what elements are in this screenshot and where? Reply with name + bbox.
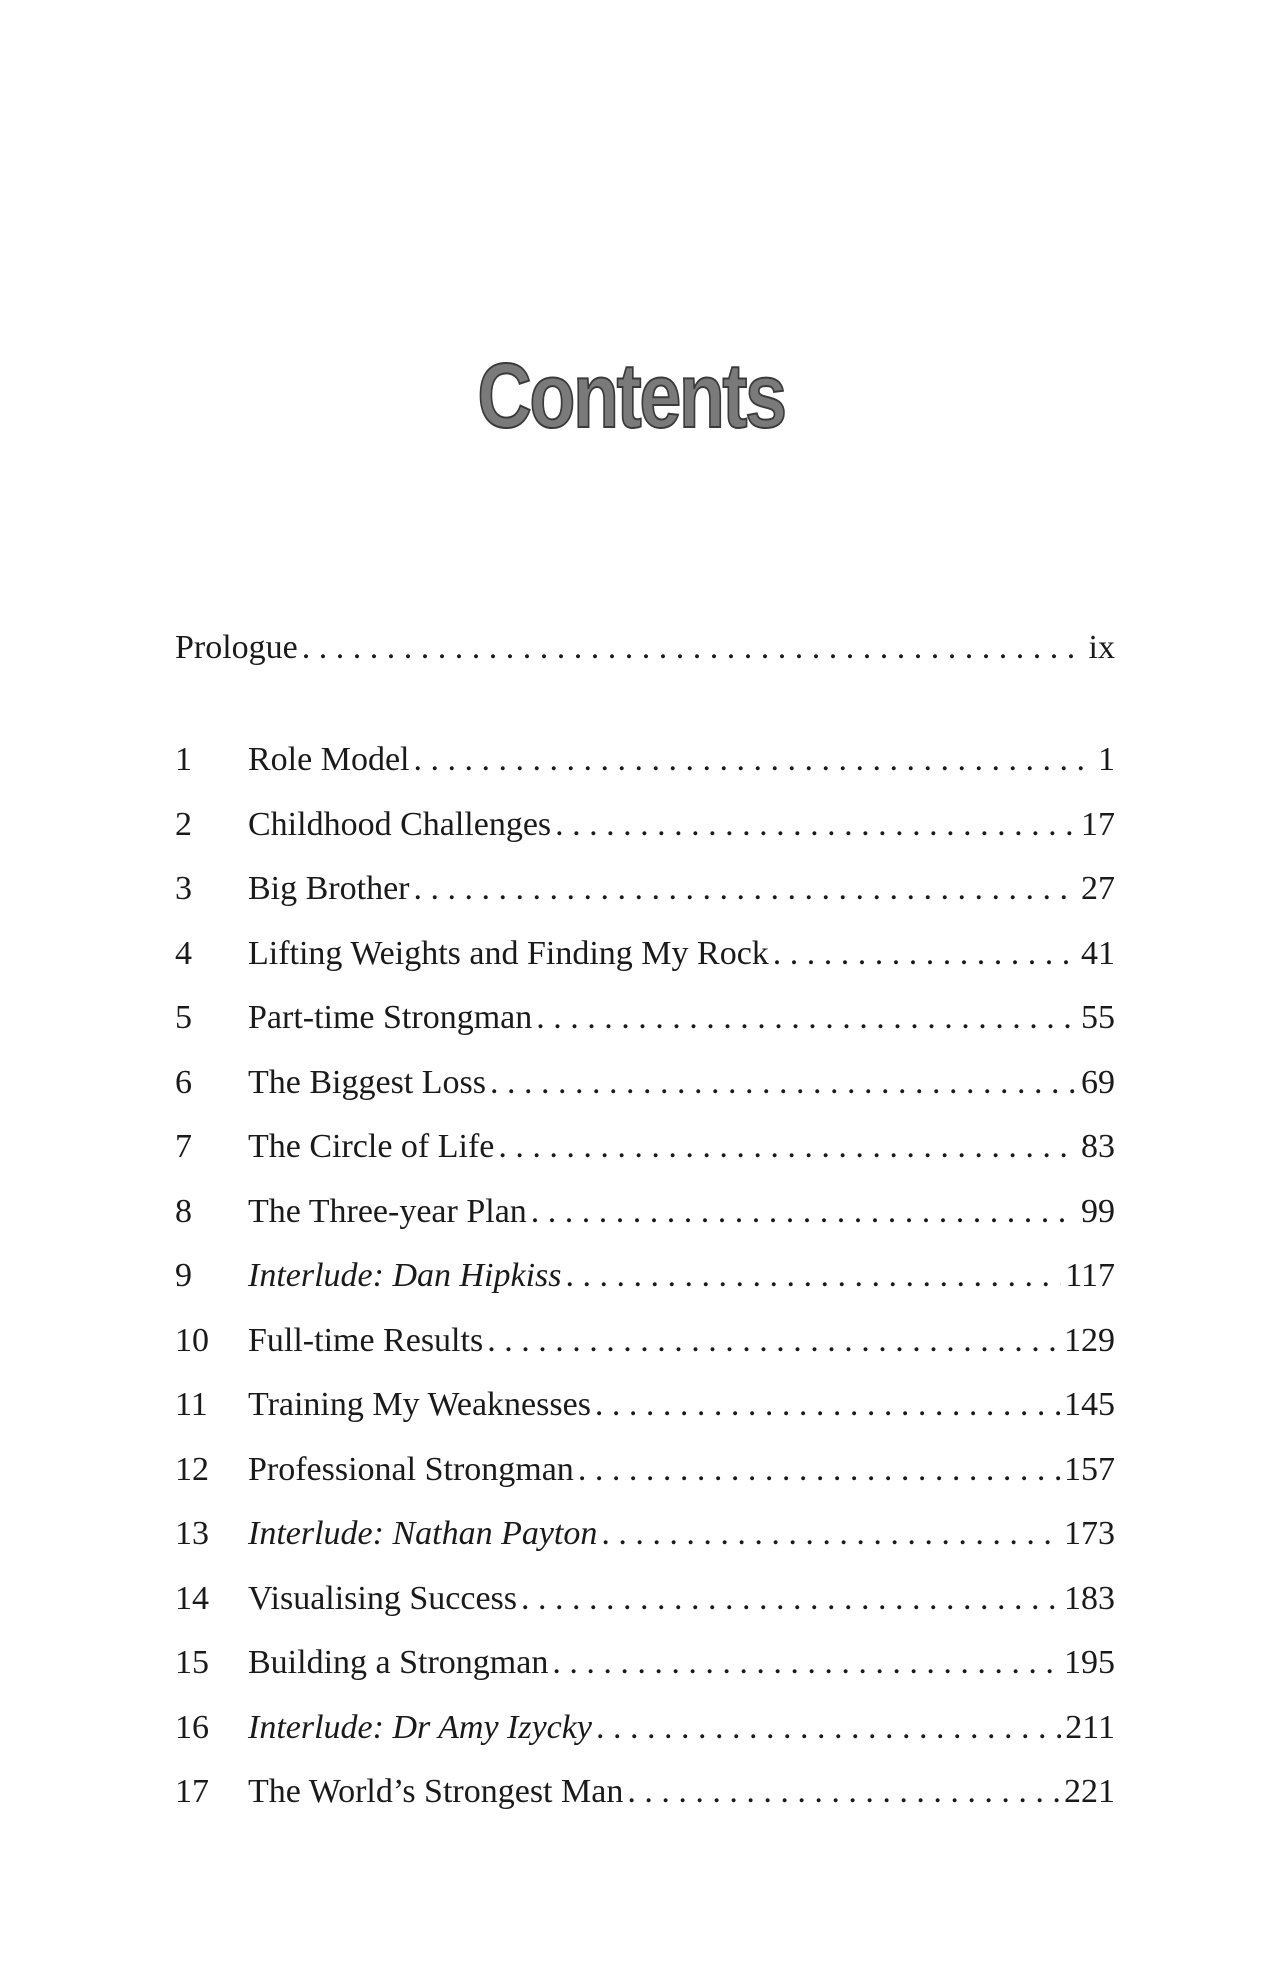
page-title: Contents [477,345,785,447]
toc-page-number: ix [1088,629,1115,666]
toc-page-number: 1 [1098,741,1115,778]
toc-page-number: 117 [1065,1257,1115,1294]
chapter-number: 17 [175,1773,209,1810]
chapter-number: 14 [175,1579,209,1617]
leader-dots [531,1192,1077,1232]
leader-dots [536,998,1077,1038]
leader-dots [521,1579,1060,1619]
leader-dots [487,1321,1060,1361]
leader-dots [555,805,1077,845]
chapter-number: 10 [175,1321,209,1359]
chapter-title: Lifting Weights and Finding My Rock [248,934,769,972]
chapter-title: Full-time Results [248,1321,484,1359]
toc-entry [175,998,1115,1063]
chapter-number: 9 [175,1257,192,1294]
toc-entry [175,1192,1115,1257]
toc-page-number: 173 [1064,1515,1115,1552]
leader-dots [498,1127,1077,1167]
chapter-number: 2 [175,805,192,843]
chapter-title: Training My Weaknesses [248,1386,591,1423]
toc-entry [175,869,1115,934]
chapter-title: The Circle of Life [248,1128,495,1165]
leader-dots [578,1450,1060,1490]
toc-entry [175,1385,1115,1450]
chapter-title: Childhood Challenges [248,805,552,843]
chapter-number: 3 [175,870,192,907]
leader-dots [595,1385,1060,1425]
toc-entry [175,1256,1115,1321]
table-of-contents [175,740,1115,1837]
chapter-number: 12 [175,1450,209,1488]
toc-entry [175,1772,1115,1837]
toc-entry [175,1063,1115,1128]
leader-dots [566,1256,1062,1296]
chapter-title: The Three-year Plan [248,1192,527,1230]
leader-dots [601,1514,1060,1554]
toc-page-number: 183 [1064,1579,1115,1617]
toc-entry [175,740,1115,805]
leader-dots [596,1708,1061,1748]
leader-dots [302,628,1085,668]
chapter-number: 13 [175,1515,209,1552]
toc-page-number: 129 [1064,1321,1115,1359]
toc-entry [175,1643,1115,1708]
toc-page-number: 17 [1081,805,1115,843]
chapter-title: Interlude: Dr Amy Izycky [248,1708,592,1746]
leader-dots [413,740,1094,780]
chapter-number: 5 [175,999,192,1036]
toc-entry [175,1450,1115,1515]
toc-page-number: 55 [1081,999,1115,1036]
toc-page-number: 99 [1081,1192,1115,1230]
chapter-title: The Biggest Loss [248,1063,486,1101]
leader-dots [773,934,1077,974]
chapter-title: Visualising Success [248,1579,517,1617]
chapter-title: Interlude: Dan Hipkiss [248,1257,562,1294]
toc-page-number: 41 [1081,934,1115,972]
toc-page-number: 211 [1065,1708,1115,1746]
toc-page-number: 69 [1081,1063,1115,1101]
chapter-title: Building a Strongman [248,1644,549,1681]
chapter-title: Professional Strongman [248,1450,574,1488]
toc-entry [175,934,1115,999]
toc-entry-prologue [175,628,1115,668]
leader-dots [552,1643,1060,1683]
toc-entry [175,1321,1115,1386]
leader-dots [490,1063,1077,1103]
chapter-title: The World’s Strongest Man [248,1773,624,1810]
chapter-number: 8 [175,1192,192,1230]
chapter-title: Big Brother [248,870,410,907]
chapter-title: Interlude: Nathan Payton [248,1515,598,1552]
chapter-number: 11 [175,1386,208,1423]
toc-entry [175,1708,1115,1773]
leader-dots [627,1772,1060,1812]
toc-page-number: 195 [1064,1644,1115,1681]
chapter-title: Part-time Strongman [248,999,533,1036]
toc-entry [175,1514,1115,1579]
chapter-number: 1 [175,741,192,778]
toc-label: Prologue [175,629,298,666]
toc-page-number: 27 [1081,870,1115,907]
toc-page-number: 145 [1064,1386,1115,1423]
toc-entry [175,1127,1115,1192]
chapter-number: 16 [175,1708,209,1746]
chapter-number: 7 [175,1128,192,1165]
leader-dots [413,869,1077,909]
toc-page-number: 157 [1064,1450,1115,1488]
toc-entry [175,1579,1115,1644]
chapter-number: 4 [175,934,192,972]
chapter-number: 15 [175,1644,209,1681]
toc-page-number: 221 [1064,1773,1115,1810]
toc-entry [175,805,1115,870]
chapter-number: 6 [175,1063,192,1101]
toc-page-number: 83 [1081,1128,1115,1165]
chapter-title: Role Model [248,741,410,778]
